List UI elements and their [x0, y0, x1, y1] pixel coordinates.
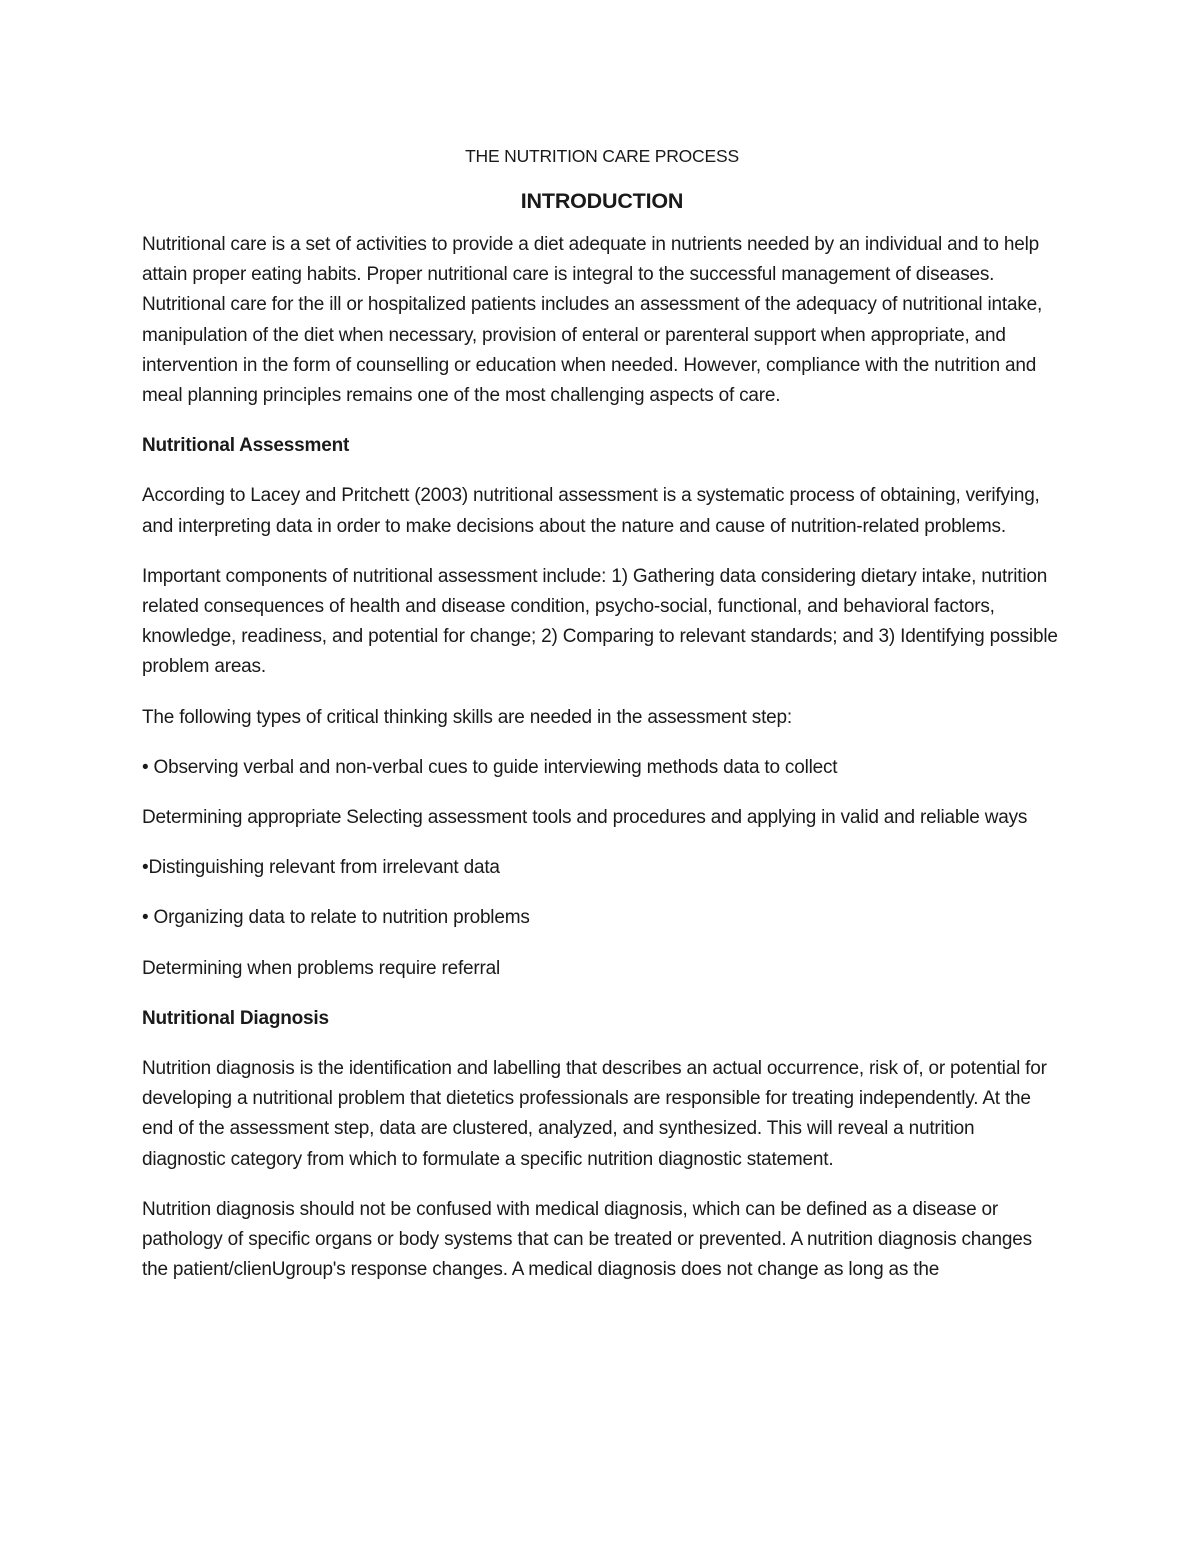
diagnosis-paragraph-1: Nutrition diagnosis is the identification and labelling that describes an actual occurrence, risk of, or potential for developing a nutritional problem that dietetics professionals are responsible for treating independently. At the end of the assessment step, data are clustered, analyzed, and synthesized. This will reveal a nutrition diagnostic category from which to formulate a specific nutrition diagnostic statement.: [142, 1058, 1047, 1170]
assessment-item-determining-tools: Determining appropriate Selecting assessment tools and procedures and applying in valid and reliable ways: [142, 807, 1028, 829]
assessment-paragraph-3: The following types of critical thinking skills are needed in the assessment step:: [142, 706, 792, 728]
assessment-paragraph-2: Important components of nutritional assessment include: 1) Gathering data considering dietary intake, nutrition related consequences of health and disease condition, psycho-social, functional, and behavioral factors, knowledge, readiness, and potential for change; 2) Comparing to relevant standards; and 3) Identifying possible problem areas.: [142, 565, 1058, 678]
heading-nutritional-assessment: Nutritional Assessment: [142, 435, 350, 457]
assessment-item-observing: • Observing verbal and non-verbal cues to guide interviewing methods data to collect: [142, 756, 838, 778]
document-body: [142, 143, 1062, 1285]
intro-paragraph: Nutritional care is a set of activities to provide a diet adequate in nutrients needed by an individual and to help attain proper eating habits. Proper nutritional care is integral to the successful management of diseases. Nutritional care for the ill or hospitalized patients includes an assessment of the adequacy of nutritional intake, manipulation of the diet when necessary, provision of enteral or parenteral support when appropriate, and intervention in the form of counselling or education when needed. However, compliance with the nutrition and meal planning principles remains one of the most challenging aspects of care.: [142, 234, 1043, 407]
heading-nutritional-diagnosis: Nutritional Diagnosis: [142, 1007, 329, 1029]
section-title-introduction: INTRODUCTION: [520, 189, 684, 213]
diagnosis-paragraph-2: Nutrition diagnosis should not be confused with medical diagnosis, which can be defined as a disease or pathology of specific organs or body systems that can be treated or prevented. A nutrition diagnosis changes the patient/clienUgroup's response changes. A medical diagnosis does not change as long as the: [142, 1198, 1032, 1281]
assessment-paragraph-1: According to Lacey and Pritchett (2003) nutritional assessment is a systematic process of obtaining, verifying, and interpreting data in order to make decisions about the nature and cause of nutrition-related problems.: [142, 485, 1040, 537]
assessment-item-organizing: • Organizing data to relate to nutrition problems: [142, 907, 530, 929]
document-title: THE NUTRITION CARE PROCESS: [465, 146, 739, 166]
assessment-item-referral: Determining when problems require referral: [142, 957, 501, 979]
assessment-item-distinguishing: •Distinguishing relevant from irrelevant data: [142, 857, 500, 879]
